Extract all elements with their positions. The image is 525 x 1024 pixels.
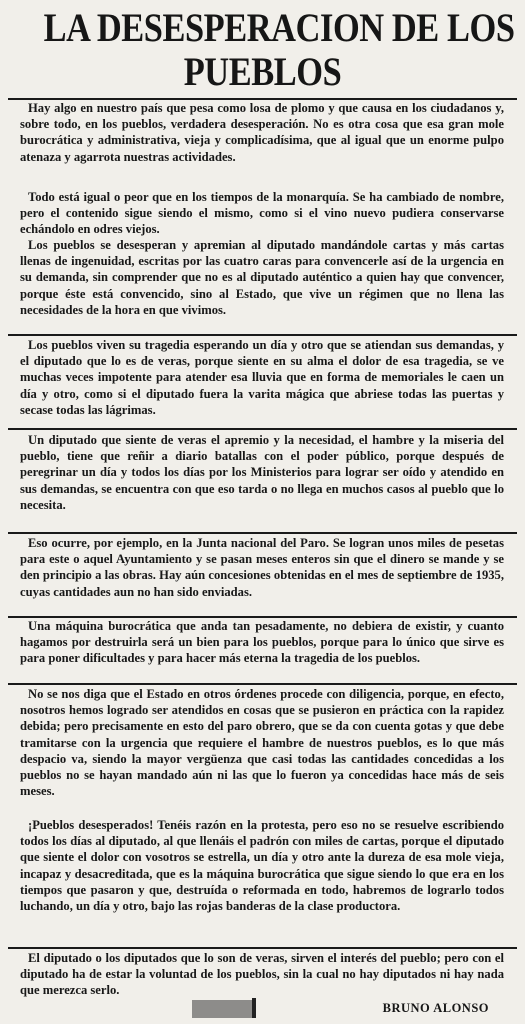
paragraph-1: Hay algo en nuestro país que pesa como losa de plomo y que causa en los ciudadanos y, sobre todo, en los pueblos, verdadera desesperación. No es otra cosa que esa gran mole burocrática y administrativa, vieja y complicadísima, que al igual que un enorme pulpo atenaza y agarrota nuestras actividades. [20,101,504,164]
divider [8,947,517,949]
ink-smudge [192,1000,254,1018]
paragraph-9: ¡Pueblos desesperados! Tenéis razón en la protesta, pero eso no se resuelve escribiendo todos los días al diputado, al que llenáis el padrón con miles de cartas, porque el diputado que siente el dolor con vosotros se estrella, un día y otro ante la dureza de esa mole vieja, incapaz y desacreditada, que es la máquina burocrática que sigue siendo lo que era en los tiempos que pasaron y que, destruída o reformada en todo, habremos de lograrlo todos luchando, un día y otro, bajo las rojas banderas de la clase productora. [20,818,504,914]
paragraph-5: Un diputado que siente de veras el apremio y la necesidad, el hambre y la miseria del pueblo, tiene que reñir a diario batallas con el poder público, porque después de peregrinar un día y todos los días por los Ministerios para lograr ser oído y atendido en sus demandas, se encuentra con que eso tarda o no llega en muchos casos al pueblo que lo necesita. [20,433,504,512]
paragraph-8: No se nos diga que el Estado en otros órdenes procede con diligencia, porque, en efecto, nosotros hemos logrado ser atendidos en cosas que se pusieron en práctica con la rapidez debida; pero precisamente en esto del paro obrero, que se da con cuenta gotas y que debe tramitarse con la urgencia que requiere el hambre de nuestros pueblos, es lo que más despacio va, siendo la mayor vergüenza que casi todas las cantidades concedidas a los pueblos no se hayan mandado aún ni las que lo fueron ya concedidas hace más de seis meses. [20,687,504,799]
headline-line-1: LA DESESPERACION DE LOS [43,5,515,50]
paragraph-6: Eso ocurre, por ejemplo, en la Junta nacional del Paro. Se logran unos miles de pesetas para este o aquel Ayuntamiento y se pasan meses enteros sin que el dinero se mande y se den principio a las obras. Hay aún concesiones obtenidas en el mes de septiembre de 1935, cuyas cantidades aun no han sido enviadas. [20,536,504,599]
author-signature: BRUNO ALONSO [382,1001,489,1015]
divider [8,428,517,430]
paragraph-4: Los pueblos viven su tragedia esperando un día y otro que se atiendan sus demandas, y el diputado que lo es de veras, porque siente en su alma el dolor de esa tragedia, se ve muchas veces impotente para atender esa lluvia que en forma de memoriales le caen un día y otro, como si el diputado fuera la varita mágica que abriese todas las puertas y secase todas las lágrimas. [20,338,504,417]
divider [8,334,517,336]
paragraph-2: Todo está igual o peor que en los tiempos de la monarquía. Se ha cambiado de nombre, pero el contenido sigue siendo el mismo, como si el vino nuevo pudiera conservarse echándolo en odres viejos. [20,190,504,237]
paragraph-10: El diputado o los diputados que lo son de veras, sirven el interés del pueblo; pero con el diputado ha de estar la voluntad de los pueblos, sin la cual no hay diputados ni hay nada que merezca serlo. [20,951,504,998]
paragraph-7: Una máquina burocrática que anda tan pesadamente, no debiera de existir, y cuanto hagamos por destruirla será un bien para los pueblos, porque para lo único que sirve es para poner dificultades y para hacer más eterna la tragedia de los pueblos. [20,619,504,666]
divider [8,532,517,534]
paragraph-3: Los pueblos se desesperan y apremian al diputado mandándole cartas y más cartas llenas de ingenuidad, escritas por las cuatro caras para convencerle así de la urgencia en su demanda, sin comprender que no es al diputado auténtico a quien hay que convencer, porque éste está convencido, sino al Estado, que vive un régimen que no llena las necesidades de la hora en que vivimos. [20,238,504,317]
headline [43,5,515,94]
headline-line-2: PUEBLOS [183,49,342,94]
ink-mark [252,998,256,1018]
divider [8,683,517,685]
